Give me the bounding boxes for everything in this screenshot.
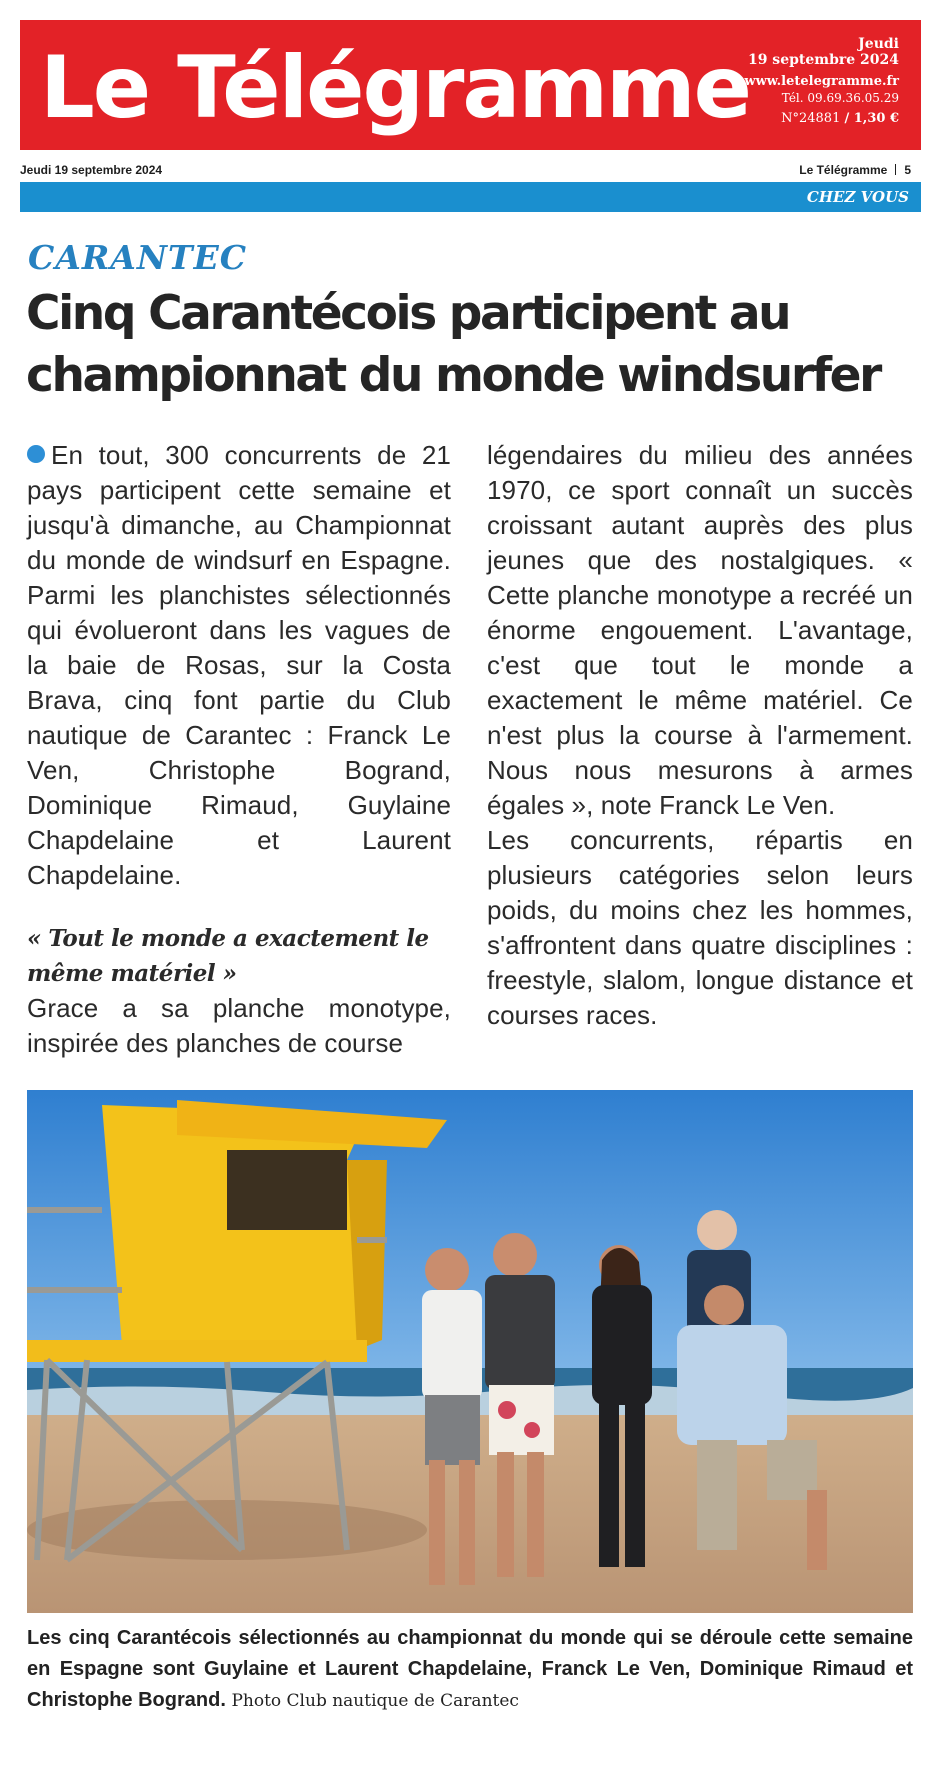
masthead-date: 19 septembre 2024 [747,52,899,68]
section-rubric-bar [20,182,921,212]
masthead-issue-price [744,111,899,127]
masthead-website[interactable]: www.letelegramme.fr [744,74,899,89]
article-lead-text: En tout, 300 concurrents de 21 pays participent cette semaine et jusqu'à dimanche, au Championnat du monde de windsurf en Espagne. Parmi les planchistes sélectionnés qui évolueront dans les vagues de la baie de Rosas, sur la Costa Brava, cinq font partie du Club nautique de Carantec : Franck Le Ven, Christophe Bogrand, Dominique Rimaud, Guylaine Chapdelaine et Laurent Chapdelaine. [27,440,451,890]
article-column-1 [27,438,451,1061]
masthead-phone: Tél. 09.69.36.05.29 [781,91,899,105]
price: / 1,30 € [844,111,899,126]
article-paragraph-3: Les concurrents, répartis en plusieurs catégories selon leurs poids, du moins chez les hommes, s'affrontent dans quatre disciplines : freestyle, slalom, longue distance et courses races. [487,825,913,1030]
photo-caption-text: Les cinq Carantécois sélectionnés au championnat du monde qui se déroule cette semaine en Espagne sont Guylaine et Laurent Chapdelaine, Franck Le Ven, Dominique Rimaud et Christophe Bogrand. [27,1627,913,1711]
article-photo [27,1090,913,1613]
masthead-day: Jeudi [858,36,899,52]
photo-caption [27,1623,913,1717]
folio-divider [895,164,896,175]
issue-number: N°24881 [781,111,841,126]
section-rubric: CHEZ VOUS [806,188,909,206]
article-lead [27,438,451,893]
article-headline: Cinq Carantécois participent au championnat du monde windsurfer [26,286,880,403]
beach-photo-illustration [27,1090,913,1613]
article-paragraph-2-start: Grace a sa planche monotype, inspirée des planches de course [27,993,451,1058]
photo-credit: Photo Club nautique de Carantec [231,1691,519,1711]
folio-page-number: 5 [904,163,911,177]
article-paragraph-2-end: légendaires du milieu des années 1970, ce sport connaît un succès croissant autant auprès des plus jeunes que des nostalgiques. « Cette planche monotype a recréé un énorme engouement. L'avantage, c'est que tout le monde a exactement le même matériel. Ce n'est plus la course à l'armement. Nous nous mesurons à armes égales », note Franck Le Ven. [487,440,913,820]
folio-paper: Le Télégramme [799,163,888,177]
folio-date: Jeudi 19 septembre 2024 [20,163,163,177]
folio-right [799,163,911,177]
article-kicker: CARANTEC [28,238,248,277]
bullet-dot-icon [27,445,45,463]
masthead-meta [744,36,899,127]
newspaper-logo: Le Télégramme [40,38,750,138]
folio-bar [20,160,921,180]
article-subhead: « Tout le monde a exactement le même matériel » [27,925,429,987]
masthead [20,20,921,150]
article-column-2 [487,438,913,1033]
